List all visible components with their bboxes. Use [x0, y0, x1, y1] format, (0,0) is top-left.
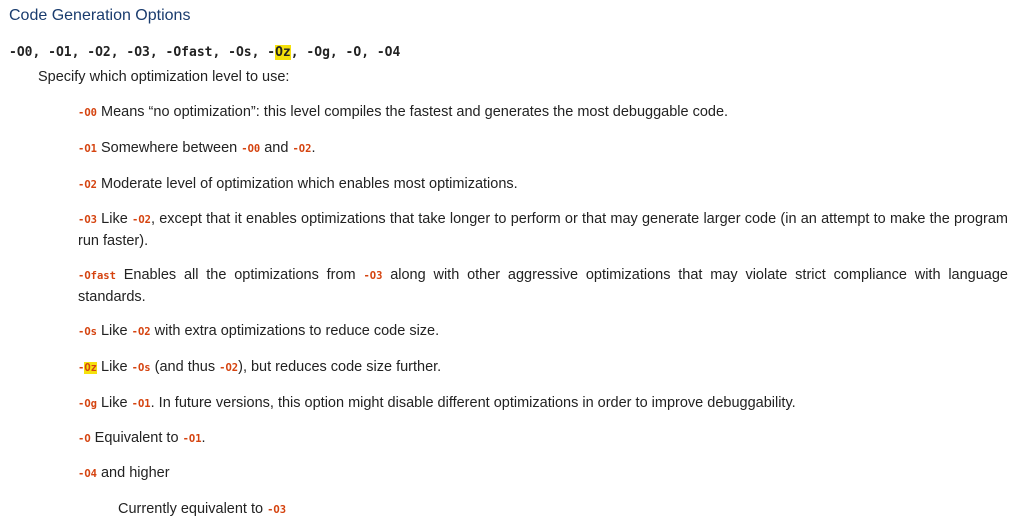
item-text: Equivalent to	[90, 430, 183, 446]
item-text: Like	[96, 395, 132, 411]
item-text: (and thus	[150, 359, 220, 375]
flag-code: -O0	[78, 107, 97, 119]
item-text: .	[311, 140, 316, 156]
inline-code: -O3	[363, 270, 383, 282]
item-text: Somewhere between	[96, 140, 242, 156]
item-text: Enables all the optimizations from	[115, 267, 364, 283]
item-text: along with other aggressive optimizations that may violate strict compliance with language standards.	[78, 267, 1008, 305]
section-heading: Code Generation Options	[9, 7, 191, 24]
option-list-part-1: -O0, -O1, -O2, -O3, -Ofast, -Os,	[9, 45, 268, 60]
item-o2	[78, 174, 1008, 196]
item-ofast	[78, 265, 1008, 308]
flag-code: -O1	[78, 143, 97, 155]
inline-code: -O2	[132, 214, 151, 226]
option-list-part-2: , -Og, -O, -O4	[290, 45, 401, 60]
item-os	[78, 321, 1008, 343]
flag-code: -Os	[78, 326, 97, 338]
inline-code: -O3	[267, 504, 287, 516]
item-text: Like	[96, 323, 132, 339]
option-list-oz-prefix: -	[267, 45, 276, 60]
item-o0	[78, 102, 1008, 124]
item-text: .	[201, 430, 206, 446]
item-o	[78, 428, 1008, 450]
inline-code: -O0	[241, 143, 261, 155]
item-text: . In future versions, this option might disable different optimizations in order to improve debuggability.	[150, 395, 796, 411]
inline-code: -O2	[131, 326, 151, 338]
option-description: Specify which optimization level to use:	[38, 69, 290, 85]
flag-code: -O	[78, 433, 91, 445]
flag-code-prefix: -	[78, 362, 85, 374]
flag-code: -O3	[78, 214, 97, 226]
item-oz	[78, 357, 1008, 379]
item-o4-detail	[118, 499, 998, 521]
item-text: , except that it enables optimizations that take longer to perform or that may generate larger code (in an attempt to make the program run faster).	[78, 211, 1008, 249]
flag-code: -O4	[78, 468, 97, 480]
inline-code: -O2	[219, 362, 239, 374]
item-o4	[78, 463, 1008, 485]
item-o3	[78, 209, 1008, 252]
inline-code: -Os	[131, 362, 151, 374]
item-text: ), but reduces code size further.	[238, 359, 442, 375]
item-og	[78, 393, 1008, 415]
item-text: Like	[96, 211, 132, 227]
inline-code: -O2	[292, 143, 312, 155]
item-text: Moderate level of optimization which enables most optimizations.	[96, 176, 518, 192]
item-text: with extra optimizations to reduce code size.	[150, 323, 440, 339]
item-text: and higher	[96, 465, 170, 481]
flag-code: -Ofast	[78, 270, 116, 282]
option-list	[9, 45, 400, 60]
item-o1	[78, 138, 1008, 160]
inline-code: -O1	[182, 433, 202, 445]
item-text: Currently equivalent to	[118, 501, 268, 517]
inline-code: -O1	[131, 398, 151, 410]
item-text: and	[260, 140, 293, 156]
flag-code-highlight: Oz	[84, 362, 97, 374]
flag-code: -Og	[78, 398, 97, 410]
option-list-oz-highlight: Oz	[275, 45, 291, 60]
item-text: Like	[96, 359, 132, 375]
flag-code: -O2	[78, 179, 97, 191]
item-text: Means “no optimization”: this level compiles the fastest and generates the most debuggable code.	[96, 104, 729, 120]
